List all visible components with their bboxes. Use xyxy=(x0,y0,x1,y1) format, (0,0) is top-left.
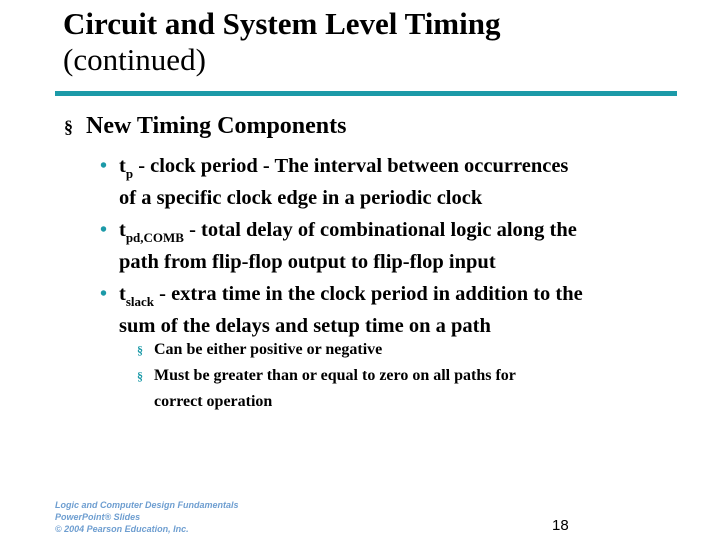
footer-line-1: Logic and Computer Design Fundamentals xyxy=(55,500,239,510)
term-definition-line-2: sum of the delays and setup time on a path xyxy=(119,315,491,337)
term-subscript: pd,COMB xyxy=(125,230,184,246)
list-item-clock-period xyxy=(100,150,690,214)
footer-line-2: PowerPoint® Slides xyxy=(55,512,141,522)
title-line-2: (continued) xyxy=(63,42,206,77)
square-bullet-icon: § xyxy=(137,343,143,357)
term-symbol: t xyxy=(119,219,126,241)
term-symbol: t xyxy=(119,283,126,305)
list-item-slack xyxy=(100,278,690,342)
bullet-dot-icon: • xyxy=(100,155,108,177)
section-heading xyxy=(64,112,346,141)
note-text-line-1: Can be either positive or negative xyxy=(154,341,383,358)
timing-components-list xyxy=(100,150,690,342)
square-bullet-icon: § xyxy=(137,369,143,383)
term-symbol: t xyxy=(119,155,126,177)
bullet-dot-icon: • xyxy=(100,219,108,241)
term-definition-line-1: - extra time in the clock period in addition to the xyxy=(154,283,583,305)
section-bullet-icon: § xyxy=(64,117,73,137)
term-subscript: p xyxy=(125,166,134,182)
list-item-combinational-delay xyxy=(100,214,690,278)
title-line-1: Circuit and System Level Timing xyxy=(63,6,501,41)
note-item-nonnegative xyxy=(137,363,657,415)
term-definition-line-1: - total delay of combinational logic along the xyxy=(183,219,577,241)
note-text-line-2: correct operation xyxy=(154,393,273,410)
term-definition-line-1: - clock period - The interval between occurrences xyxy=(133,155,569,177)
bullet-dot-icon: • xyxy=(100,283,108,305)
slack-notes-list xyxy=(137,337,657,415)
slide-title xyxy=(63,6,683,78)
page-number: 18 xyxy=(552,517,569,534)
title-divider xyxy=(55,91,677,96)
term-definition-line-2: of a specific clock edge in a periodic clock xyxy=(119,187,483,209)
term-subscript: slack xyxy=(125,294,154,310)
publisher-footer xyxy=(55,499,239,535)
section-heading-text: New Timing Components xyxy=(86,113,347,139)
note-text-line-1: Must be greater than or equal to zero on all paths for xyxy=(154,367,516,384)
term-definition-line-2: path from flip-flop output to flip-flop input xyxy=(119,251,496,273)
footer-line-3: © 2004 Pearson Education, Inc. xyxy=(55,524,189,534)
note-item-sign xyxy=(137,337,657,363)
